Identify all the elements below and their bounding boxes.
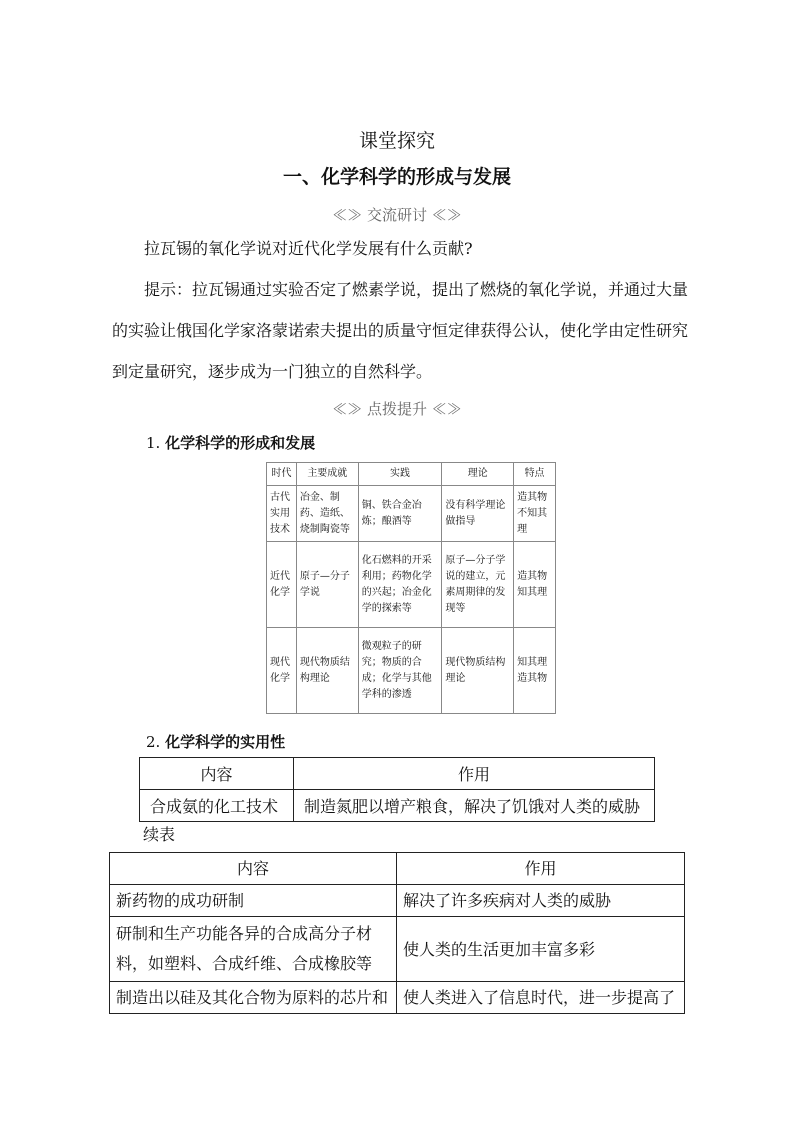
hint-text: 提示：拉瓦锡通过实验否定了燃素学说，提出了燃烧的氧化学说，并通过大量的实验让俄国化学家洛蒙诺索夫提出的质量守恒定律获得公认，使化学由定性研究到定量研究，逐步成为一门独立的自然科学。 [112,280,689,381]
continued-label: 续表 [143,825,176,844]
table-cell: 原子—分子学说的建立，元素周期律的发现等 [442,542,514,628]
table-header: 理论 [442,463,514,486]
banner-label: 点拨提升 [366,400,427,418]
table-cell: 近代化学 [267,542,297,628]
table-header: 作用 [397,853,685,885]
table-header: 内容 [110,853,397,885]
table-cell: 造其物知其理 [514,542,556,628]
usefulness-table-continued [109,852,685,1014]
table-cell: 合成氨的化工技术 [140,790,294,822]
section-number: 1. [146,434,161,452]
table-header-row [110,853,685,885]
table-header: 实践 [358,463,442,486]
table-cell: 古代实用技术 [267,486,297,542]
usefulness-table [139,757,655,822]
section-1-title [146,432,315,453]
banner-exchange [0,204,794,225]
table-header: 作用 [294,758,655,790]
table-header: 特点 [514,463,556,486]
page-title: 课堂探究 [358,130,435,152]
section-label: 化学科学的形成和发展 [165,434,316,452]
banner-left-ornament-icon: ≪≫ [332,206,367,224]
table-row [267,542,556,628]
banner-right-ornament-icon: ≪≫ [427,206,462,224]
table-row [110,917,685,982]
table-cell: 微观粒子的研究；物质的合成；化学与其他学科的渗透 [358,628,442,714]
table-row [110,885,685,917]
table-cell: 化石燃料的开采利用；药物化学的兴起；冶金化学的探索等 [358,542,442,628]
banner-tips [0,398,794,419]
table-cell: 解决了许多疾病对人类的威胁 [397,885,685,917]
table-cell: 原子—分子学说 [296,542,358,628]
table-cell: 造其物不知其理 [514,486,556,542]
section-number: 2. [146,733,161,751]
table-cell: 使人类的生活更加丰富多彩 [397,917,685,982]
section-2-title [146,731,285,752]
table-header: 时代 [267,463,297,486]
table-header-row [140,758,655,790]
banner-left-ornament-icon: ≪≫ [332,400,367,418]
table-row [110,982,685,1014]
banner-label: 交流研讨 [366,206,427,224]
table-cell: 冶金、制药、造纸、烧制陶瓷等 [296,486,358,542]
history-table [266,462,556,714]
table-cell: 现代化学 [267,628,297,714]
table-cell: 使人类进入了信息时代，进一步提高了 [397,982,685,1014]
table-cell: 新药物的成功研制 [110,885,397,917]
table-cell: 制造氮肥以增产粮食，解决了饥饿对人类的威胁 [294,790,655,822]
table-cell: 研制和生产功能各异的合成高分子材料，如塑料、合成纤维、合成橡胶等 [110,917,397,982]
table-cell: 现代物质结构理论 [296,628,358,714]
table-row [267,628,556,714]
section-heading: 一、化学科学的形成与发展 [282,166,511,188]
table-cell: 现代物质结构理论 [442,628,514,714]
banner-right-ornament-icon: ≪≫ [427,400,462,418]
table-cell: 制造出以硅及其化合物为原料的芯片和 [110,982,397,1014]
table-header: 主要成就 [296,463,358,486]
table-cell: 知其理造其物 [514,628,556,714]
table-cell: 没有科学理论做指导 [442,486,514,542]
table-cell: 铜、铁合金冶炼；酿酒等 [358,486,442,542]
table-header: 内容 [140,758,294,790]
section-label: 化学科学的实用性 [165,733,286,751]
question-text: 拉瓦锡的氧化学说对近代化学发展有什么贡献? [144,239,473,258]
table-row [267,486,556,542]
table-row [140,790,655,822]
